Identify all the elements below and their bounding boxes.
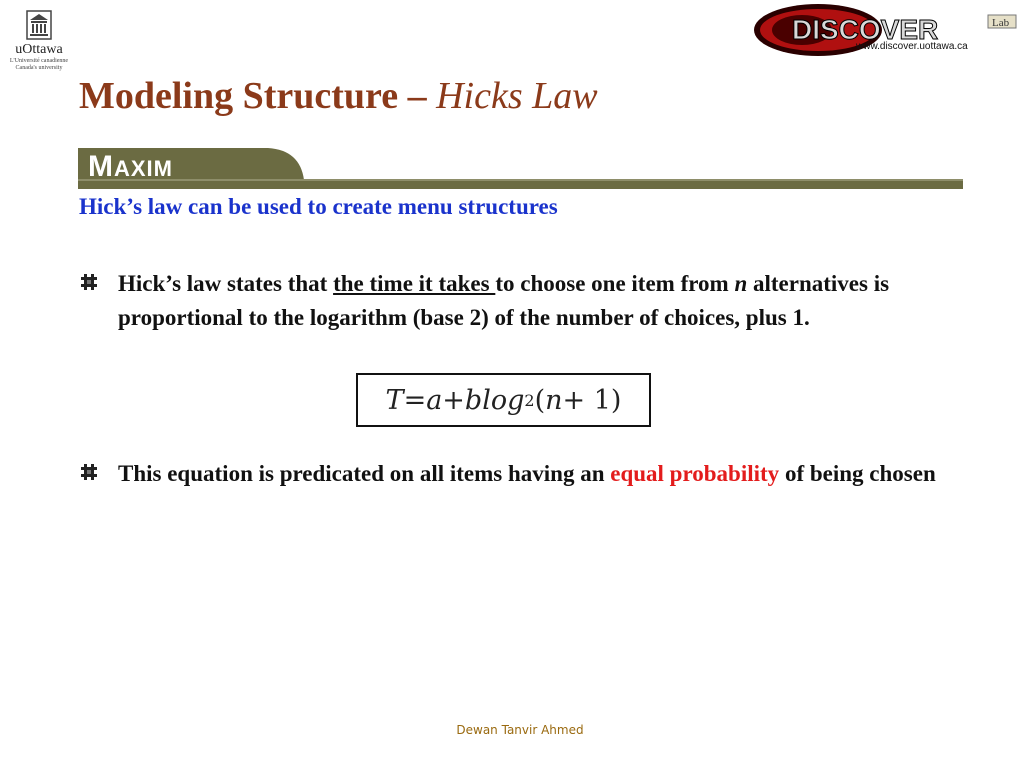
formula-blog: blog bbox=[464, 384, 525, 416]
maxim-statement: Hick’s law can be used to create menu structures bbox=[79, 194, 558, 219]
formula-base: 2 bbox=[524, 390, 535, 410]
footer-author bbox=[0, 723, 1024, 737]
bullet-1-part1: Hick’s law states that bbox=[118, 271, 334, 296]
bullet-1-part3: alternatives is proportional to the logarithm (base 2) of the number of choices, plus 1. bbox=[118, 271, 890, 330]
bullet-text-2 bbox=[118, 457, 970, 491]
hicks-law-formula bbox=[356, 373, 651, 427]
footer-author-text: Dewan Tanvir Ahmed bbox=[456, 723, 584, 737]
slide-title bbox=[79, 74, 598, 118]
formula-plus1: + 1) bbox=[562, 384, 622, 416]
bullet-item-2 bbox=[80, 457, 970, 491]
formula-n: n bbox=[545, 384, 563, 416]
bullet-text-1 bbox=[118, 267, 970, 335]
maxim-banner bbox=[78, 148, 963, 190]
bullet-1-n: n bbox=[734, 271, 748, 296]
svg-text:DISCOVER: DISCOVER bbox=[792, 14, 939, 45]
bullet-marker-icon bbox=[80, 463, 98, 481]
formula-plus: + bbox=[442, 384, 465, 416]
formula-open: ( bbox=[534, 384, 546, 416]
bullet-1-part2: to choose one item from bbox=[495, 271, 735, 296]
bullet-2-highlight: equal probability bbox=[610, 461, 780, 486]
svg-text:Lab: Lab bbox=[992, 17, 1010, 29]
bullet-2-part1: This equation is predicated on all items having an bbox=[118, 461, 611, 486]
formula-eq: = bbox=[403, 384, 427, 416]
maxim-label bbox=[88, 150, 173, 184]
bullet-marker-icon bbox=[80, 273, 98, 291]
bullet-item-1 bbox=[80, 267, 970, 335]
maxim-rest: AXIM bbox=[114, 156, 173, 181]
bullet-2-part2: of being chosen bbox=[779, 461, 936, 486]
svg-text:www.discover.uottawa.ca: www.discover.uottawa.ca bbox=[856, 41, 968, 52]
discover-lab-logo bbox=[752, 2, 1017, 58]
formula-T: T bbox=[385, 384, 404, 416]
title-italic: Hicks Law bbox=[436, 75, 598, 117]
title-main: Modeling Structure – bbox=[79, 75, 437, 117]
uottawa-name: uOttawa bbox=[15, 42, 63, 57]
bullet-1-underline: the time it takes bbox=[333, 271, 496, 296]
uottawa-logo bbox=[8, 10, 70, 72]
uottawa-subtitle-en: Canada's university bbox=[15, 65, 63, 71]
formula-a: a bbox=[426, 384, 443, 416]
uottawa-subtitle-fr: L'Université canadienne bbox=[9, 58, 69, 64]
maxim-first-letter: M bbox=[88, 150, 114, 183]
uottawa-crest-icon bbox=[26, 10, 52, 40]
